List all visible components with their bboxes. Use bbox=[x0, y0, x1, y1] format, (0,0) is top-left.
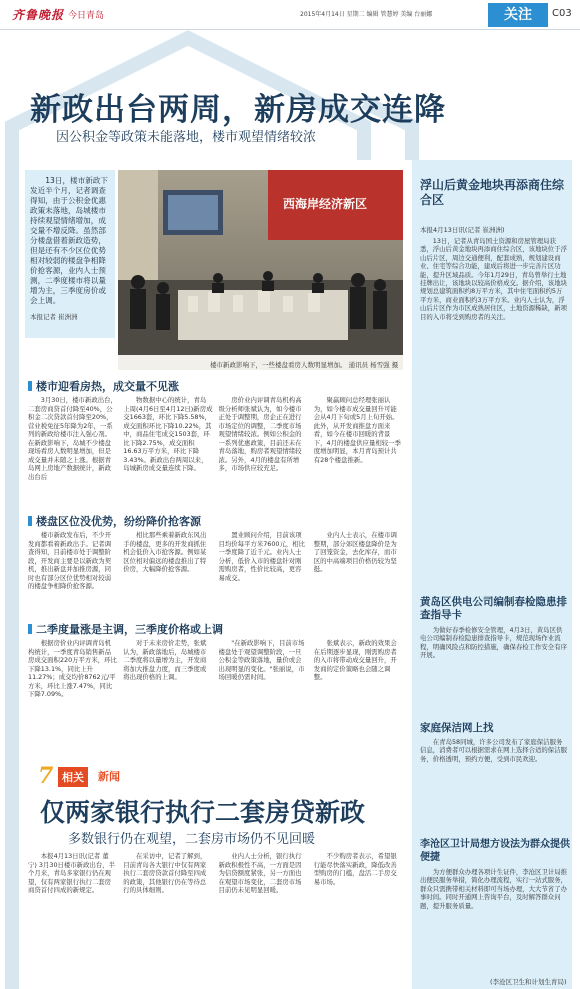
related-subheadline: 多数银行仍在观望，二套房市场仍不见回暖 bbox=[68, 832, 316, 847]
article-column: 根据房价业内评调青岛机构统计，一季度青岛销售新品房成交面积220万平方米，环比下降13.1%，同比上升11.27%；成交均价8762元/平方米，环比上涨7.47%，同比下降7.09%。 bbox=[28, 639, 117, 698]
main-subheadline: 因公积金等政策未能落地，楼市观望情绪较浓 bbox=[56, 130, 317, 145]
article-column: 业内人士分析，银行执行新政积极性不高，一方面是因为信贷额度紧张，另一方面也在观望市场变化，二套房市场目前仍未见明显回暖。 bbox=[218, 852, 302, 894]
side-story-3-body: 在青岛58同城，许多公司发布了家庭保洁服务信息，消费者可以根据需求在网上选择合适的保洁服务，价格透明，预约方便，受到市民欢迎。 bbox=[420, 738, 567, 763]
dateline: 2015年4月14日 星期二 编辑 管慧婷 美编 台丽娜 bbox=[300, 11, 433, 18]
section-2-columns bbox=[28, 531, 403, 615]
section-heading-1-text: 楼市迎看房热，成交量不见涨 bbox=[36, 380, 179, 393]
article-column: 楼市新政发布后，不少开发商都看着新政出手。记者调查得知，目前楼市处于调整阶段，开发商主要是以新政为契机，推出新盘并加推房源，同时也有部分区位优势相对较弱的楼盘争相降价抢客源。 bbox=[28, 531, 112, 590]
side-story-4-credit: (李沧区卫生和计划生育局) bbox=[490, 978, 567, 986]
main-headline: 新政出台两周，新房成交连降 bbox=[30, 92, 446, 128]
related-tag-label: 相关 bbox=[58, 767, 88, 787]
section-heading-2 bbox=[28, 513, 201, 529]
side-story-2-title: 黄岛区供电公司编制春检隐患排查指导卡 bbox=[420, 596, 567, 621]
section-heading-3-text: 二季度量涨是主调，三季度价格或上调 bbox=[36, 623, 223, 636]
side-story-1-title: 浮山后黄金地块再添商住综合区 bbox=[420, 178, 565, 207]
page-number: C03 bbox=[552, 8, 572, 19]
lede-text: 13日，楼市新政下发近半个月，记者调查得知，由于公积金优惠政策未落地，岛城楼市持续观望情绪增加，成交量不增反降。虽然部分楼盘借着新政造势，但是还有不少区位优势相对较弱的楼盘争相降价抢客源，业内人士预测，二季度楼市将以量增为主，三季度房价或会上调。 bbox=[30, 176, 109, 305]
article-column: "在新政影响下，目前市场楼盘处于观望调整阶段，一旦公积金等政策落地，量价或会出现明显的变化。"张丽说，市场回暖仍需时间。 bbox=[218, 639, 305, 681]
lede-box bbox=[25, 170, 115, 338]
heading-bar bbox=[28, 624, 32, 634]
section-heading-2-text: 楼盘区位没优势，纷纷降价抢客源 bbox=[36, 515, 201, 528]
photo-sign: 西海岸经济新区 bbox=[283, 197, 368, 211]
related-headline: 仅两家银行执行二套房贷新政 bbox=[40, 798, 366, 827]
news-photo bbox=[118, 170, 403, 370]
side-story-1-byline: 本报4月13日讯(记者 崔洲洲) bbox=[420, 226, 505, 234]
article-column: 置业顾问介绍，目前该项目均价每平方米7600元，相比一季度降了近千元。业内人士分析，低价入市的楼盘针对刚需购房者，性价比较高，更容易成交。 bbox=[218, 531, 306, 582]
section-heading-1 bbox=[28, 378, 179, 394]
section-3-columns bbox=[28, 639, 403, 744]
section-1-columns bbox=[28, 396, 403, 506]
side-story-1-body: 13日，记者从青岛国土资源和房屋管理局获悉，浮山后黄金地块再添商住综合区，该地块位于浮山后片区，周边交通便利，配套成熟，规划建设商业、住宅等综合功能，建成后将进一步完善片区功能，提升区域品质。今年1月29日，青岛曾举行土地挂牌出让，该地块以较高价格成交。据介绍，该地块规划总建筑面积约8万平方米，其中住宅面积约5万平方米，商业面积约3万平方米。业内人士认为，浮山后片区作为市区成熟居住区，土地资源稀缺，新项目的入市将受到购房者的关注。 bbox=[420, 237, 567, 321]
related-tag-number: 7 bbox=[38, 763, 54, 789]
article-column: 物数据中心的统计，青岛上周(4月6日至4月12日)新房成交1663套，环比下降5.58%，成交面积环比下降10.22%，其中，商品住宅成交1503套，环比下降2.75%，成交面积16.63万平方米，环比下降3.43%。新政出台两周以来，岛城新房成交量连续下降。 bbox=[123, 396, 213, 472]
article-column: 本报4月13日讯(记者 董宁) 3月30日楼市新政出台，半个月来，青岛多家银行仍在观望，仅有两家银行执行二套房商贷首付四成的新规定。 bbox=[28, 852, 116, 894]
heading-bar bbox=[28, 516, 32, 526]
article-column: 聚赢顾问总经理张丽认为，如今楼市成交量回升可能会从4月下旬或5月上旬开始。此外，从开发商推盘方面来看，如今在楼市回暖的背景下，4月的楼盘供应量相较一季度增加明显，本月青岛预计共有28个楼盘推新。 bbox=[313, 396, 401, 464]
related-news-tag bbox=[38, 763, 134, 787]
article-column: 不少购房者表示，希望银行能尽快落实新政，降低改善型购房的门槛，盘活二手房交易市场。 bbox=[313, 852, 397, 886]
side-story-4-body: 为方便群众办理各项计生证件，李沧区卫计局推出便民服务举措，简化办理流程，实行一站式服务，群众只需携带相关材料即可当场办理，大大节省了办事时间。同时开通网上咨询平台，及时解答群众问题，提升服务质量。 bbox=[420, 868, 567, 910]
article-column: 在采访中，记者了解到，目前青岛各大银行中仅有两家执行二套房贷款首付降至四成的政策，其他银行仍在等待总行的具体细则。 bbox=[123, 852, 207, 894]
lede-credit: 本报记者 崔洲洲 bbox=[30, 313, 78, 321]
side-story-3-title: 家庭保洁网上找 bbox=[420, 722, 494, 734]
section-tag: 关注 bbox=[488, 3, 548, 27]
photo-caption: 楼市新政影响下，一些楼盘看房人数明显增加。 通讯员 杨雪强 摄 bbox=[210, 361, 399, 369]
article-column: 3月30日，楼市新政出台，二套房商贷首付降至40%，公积金二次贷款首付降至20%，营业税免征5年降为2年，一系列的新政给楼市注入强心剂。在新政影响下，岛城不少楼盘现场看房人数明显增加，但是成交量并未随之上涨。根据青岛网上房地产数据统计，新政出台后 bbox=[28, 396, 117, 481]
newspaper-logo: 齐鲁晚报 bbox=[12, 8, 65, 22]
article-column: 业内人士表示，在楼市调整期，部分郊区楼盘降价是为了回笼资金，去化库存，而市区的中高端项目价格仍较为坚挺。 bbox=[313, 531, 397, 573]
sales-office-scene bbox=[118, 170, 403, 370]
side-story-4-title: 李沧区卫计局想方设法为群众提供便捷 bbox=[420, 839, 570, 863]
related-tag-label2: 新闻 bbox=[98, 770, 120, 783]
article-column: 对于未来房价走势，张斌认为，新政落地后，岛城楼市二季度将以量增为主，开发商将加大推盘力度，而三季度或将出现价格的上调。 bbox=[123, 639, 207, 681]
section-heading-3 bbox=[28, 621, 223, 637]
article-column: 相比那些乘着新政东风出手的楼盘，更多的开发商抓住机会低价入市抢客源。例如某区位相对偏远的楼盘推出了特价房，大幅降价抢客源。 bbox=[123, 531, 207, 573]
issue-name: 今日青岛 bbox=[68, 11, 105, 21]
side-story-2-body: 为做好春季检修安全管理，4月3日，黄岛区供电公司编制春检隐患排查指导卡，规范现场作业流程，明确风险点和防控措施，确保春检工作安全有序开展。 bbox=[420, 626, 567, 660]
article-column: 房价业内评调青岛机构高级分析师张斌认为，如今楼市正处于调整期，房企正在进行市场定位的调整，二季度市场观望情绪较浓。例如公积金的一系列优惠政策，目前还未在青岛落地，购房者观望情绪较浓。另外，4月的楼盘有所增多，市场供应较充足。 bbox=[218, 396, 302, 472]
related-columns bbox=[28, 852, 403, 977]
heading-bar bbox=[28, 381, 32, 391]
article-column: 张斌表示，新政的效果会在后期逐步显现，刚需购房者的入市将带动成交量回升，开发商的定价策略也会随之调整。 bbox=[313, 639, 397, 681]
